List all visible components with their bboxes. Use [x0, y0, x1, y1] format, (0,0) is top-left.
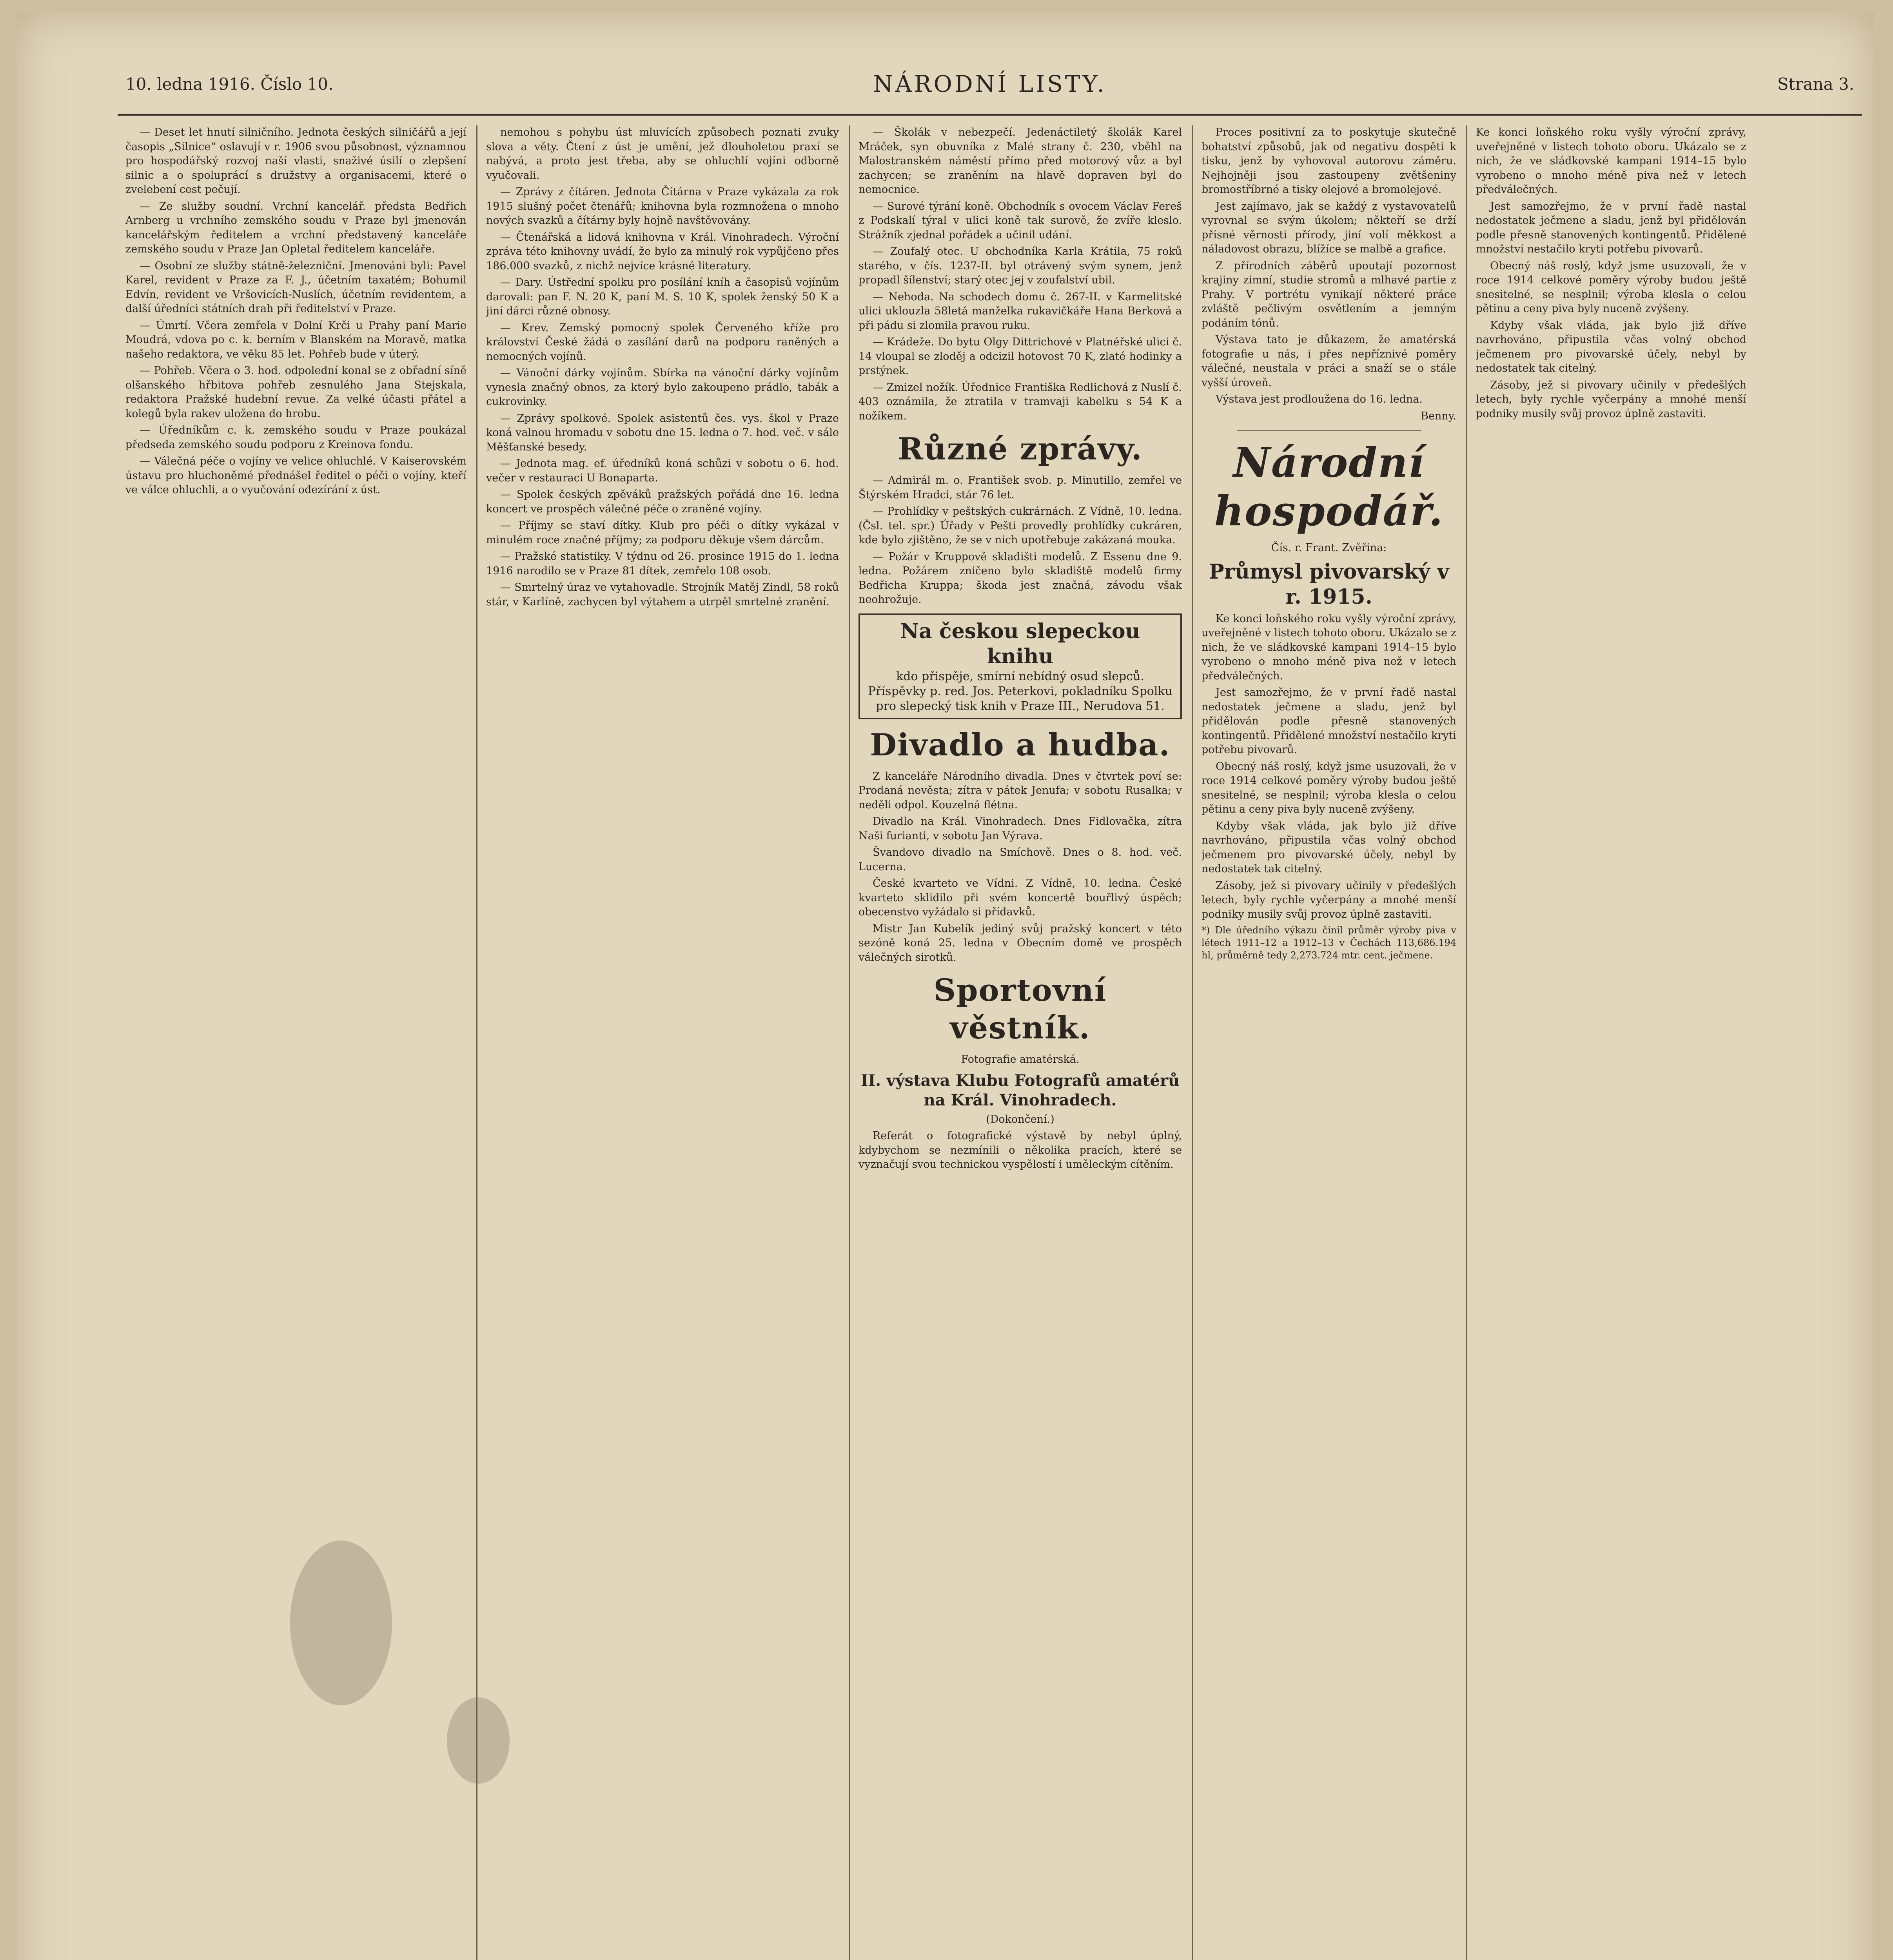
article-text: Výstava tato je důkazem, že amatérská fotografie u nás, i přes nepříznivé poměry válečné, neustala v práci a snaží se o stále vyšší úroveň. [1202, 334, 1456, 389]
article-note: (Dokončení.) [986, 1113, 1054, 1125]
issue-date: 10. ledna 1916. Číslo 10. [125, 74, 334, 94]
column-rule [476, 125, 477, 1960]
news-item: — Úmrtí. Včera zemřela v Dolní Krči u Prahy paní Marie Moudrá, vdova po c. k. berním v Blanském na Moravě, matka našeho redaktora, ve věku 85 let. Pohřeb bude v úterý. [125, 319, 466, 360]
news-item: — Školák v nebezpečí. Jedenáctiletý školák Karel Mráček, syn obuvníka z Malé strany č. 230, vběhl na Malostranském náměstí přímo před motorový vůz a byl zachycen; se zraněním na hlavě dopraven byl do nemocnice. [858, 126, 1182, 196]
article-text: Z přírodních záběrů upoutají pozornost krajiny zimní, studie stromů a mlhavé partie z Prahy. V portrétu vynikají některé práce zvláště pečlivým osvětlením a jemným podáním tónů. [1202, 260, 1456, 329]
column-1 [125, 125, 466, 1960]
article-byline: Čís. r. Frant. Zvěřina: [1271, 542, 1387, 554]
column-rule [1466, 125, 1467, 1960]
news-item: Divadlo na Král. Vinohradech. Dnes Fidlovačka, zítra Naši furianti, v sobotu Jan Výrava. [858, 815, 1182, 842]
divider [1237, 430, 1421, 431]
news-item: — Zprávy spolkové. Spolek asistentů čes. vys. škol v Praze koná valnou hromadu v sobotu dne 15. ledna o 7. hod. več. v sále Měšťanské besedy. [486, 412, 839, 453]
news-item: České kvarteto ve Vídni. Z Vídně, 10. ledna. České kvarteto sklidilo při svém koncertě bouřlivý úspěch; obecenstvo vyžádalo si přídavků. [858, 877, 1182, 918]
column-5 [1476, 125, 1746, 1960]
news-item: — Zoufalý otec. U obchodníka Karla Krátila, 75 roků starého, v čís. 1237-II. byl otrávený svým synem, jenž propadl šílenství; starý otec jej v zoufalství ubil. [858, 245, 1182, 286]
section-heading-sport: Sportovní věstník. [933, 973, 1107, 1046]
article-title: II. výstava Klubu Fotografů amatérů na Král. Vinohradech. [860, 1071, 1180, 1109]
article-text: Ke konci loňského roku vyšly výroční zprávy, uveřejněné v listech tohoto oboru. Ukázalo se z nich, že ve sládkovské kampani 1914–15 bylo vyrobeno o mnoho méně piva než v letech předválečných. [1202, 612, 1456, 682]
news-item: — Požár v Kruppově skladišti modelů. Z Essenu dne 9. ledna. Požárem zničeno bylo skladiště modelů firmy Bedřicha Kruppa; škoda jest značná, závodu však neohrožuje. [858, 550, 1182, 606]
article-text: Jest samozřejmo, že v první řadě nastal nedostatek ječmene a sladu, jenž byl přidělován podle přesně stanovených kontingentů. Přidělené množství nestačilo kryti potřebu pivovarů. [1202, 686, 1456, 756]
appeal-box [858, 613, 1182, 719]
article-text: Proces positivní za to poskytuje skutečně bohatství způsobů, jak od negativu dospěti k tisku, jenž by vyhovoval autorovu záměru. Nejhojněji jsou zastoupeny zvětšeniny bromostříbrné a tisky olejové a bromolejové. [1202, 126, 1456, 196]
article-text: Kdyby však vláda, jak bylo již dříve navrhováno, připustila včas volný obchod ječmenem pro pivovarské účely, nebyl by nedostatek tak citelný. [1202, 820, 1456, 875]
news-item: — Spolek českých zpěváků pražských pořádá dne 16. ledna koncert ve prospěch válečné péče o zraněné vojíny. [486, 488, 839, 515]
news-item: nemohou s pohybu úst mluvících způsobech poznati zvuky slova a věty. Čtení z úst je umění, jež dlouholetou praxí se nabývá, a proto jest třeba, aby se ohluchlí vojíni odborně vyučovali. [486, 126, 839, 181]
masthead-title: NÁRODNÍ LISTY. [873, 71, 1107, 97]
section-heading-ruzne-zpravy: Různé zprávy. [898, 431, 1143, 467]
article-text: Kdyby však vláda, jak bylo již dříve navrhováno, připustila včas volný obchod ječmenem pro pivovarské účely, nebyl by nedostatek tak citelný. [1476, 319, 1746, 374]
news-item: — Zprávy z čítáren. Jednota Čítárna v Praze vykázala za rok 1915 slušný počet čtenářů; knihovna byla rozmnožena o mnoho nových svazků a čítárny byly hojně navštěvovány. [486, 186, 839, 227]
appeal-heading: Na českou slepeckou knihu [900, 619, 1140, 668]
news-item: — Pohřeb. Včera o 3. hod. odpolední konal se z obřadní síně olšanského hřbitova pohřeb zesnulého Jana Stejskala, redaktora Pražské hudební revue. Za velké účasti přátel a kolegů byla rakev uložena do hrobu. [125, 365, 466, 420]
article-text: Obecný náš roslý, když jsme usuzovali, že v roce 1914 celkové poměry výroby budou ještě snesitelné, se nesplnil; výroba klesla o celou pětinu a ceny piva byly nuceně zvýšeny. [1202, 760, 1456, 815]
article-text: Výstava jest prodloužena do 16. ledna. [1216, 393, 1423, 405]
news-item: — Zmizel nožík. Úřednice Františka Redlichová z Nuslí č. 403 oznámila, že ztratila v tramvaji kabelku s 54 K a nožíkem. [858, 381, 1182, 422]
news-item: — Surové týrání koně. Obchodník s ovocem Václav Fereš z Podskalí týral v ulici koně tak surově, že zvíře kleslo. Strážník zjednal pořádek a učinil udání. [858, 200, 1182, 241]
news-item: — Prohlídky v peštských cukrárnách. Z Vídně, 10. ledna. (Čsl. tel. spr.) Úřady v Pešti provedly prohlídky cukráren, kde bylo zjištěno, že se v nich upotřebuje zakázaná mouka. [858, 505, 1182, 546]
news-item: — Jednota mag. ef. úředníků koná schůzi v sobotu o 6. hod. večer v restauraci U Bonaparta. [486, 457, 839, 484]
article-text: Zásoby, jež si pivovary učinily v předešlých letech, byly rychle vyčerpány a mnohé menší podniky musily svůj provoz úplně zastaviti. [1202, 879, 1456, 920]
news-item: Mistr Jan Kubelík jediný svůj pražský koncert v této sezóně koná 25. ledna v Obecním domě ve prospěch válečných sirotků. [858, 922, 1182, 964]
news-item: — Úředníkům c. k. zemského soudu v Praze poukázal předseda zemského soudu podporu z Kreinova fondu. [125, 424, 466, 451]
news-item: — Pražské statistiky. V týdnu od 26. prosince 1915 do 1. ledna 1916 narodilo se v Praze 81 dítek, zemřelo 108 osob. [486, 550, 839, 577]
column-rule [1192, 125, 1193, 1960]
article-text: Zásoby, jež si pivovary učinily v předešlých letech, byly rychle vyčerpány a mnohé menší podniky musily svůj provoz úplně zastaviti. [1476, 379, 1746, 420]
subsection-label: Fotografie amatérská. [961, 1053, 1080, 1065]
news-item: — Ze služby soudní. Vrchní kancelář. předsta Bedřich Arnberg u vrchního zemského soudu v Praze byl jmenován kancelářským ředitelem a vrchní představený kanceláře zemského soudu v Praze Jan Opletal ředitelem kanceláře. [125, 200, 466, 255]
article-text: Jest zajímavo, jak se každý z vystavovatelů vyrovnal se svým úkolem; někteří se drží přísné věrnosti přírody, jiní volí měkkost a náladovost obrazu, blížíce se malbě a grafice. [1202, 200, 1456, 255]
news-item: — Čtenářská a lidová knihovna v Král. Vinohradech. Výroční zpráva této knihovny uvádí, že bylo za minulý rok vypůjčeno přes 186.000 svazků, z nichž nejvíce krásné literatury. [486, 231, 839, 272]
article-title: Průmysl pivovarský v r. 1915. [1209, 559, 1449, 609]
article-text: Ke konci loňského roku vyšly výroční zprávy, uveřejněné v listech tohoto oboru. Ukázalo se z nich, že ve sládkovské kampani 1914–15 bylo vyrobeno o mnoho méně piva než v letech předválečných. [1476, 126, 1746, 196]
news-item: — Nehoda. Na schodech domu č. 267-II. v Karmelitské ulici uklouzla 58letá manželka rukavičkáře Hana Berková a při pádu si zlomila pravou ruku. [858, 290, 1182, 332]
footnote: *) Dle úředního výkazu činil průměr výroby piva v létech 1911–12 a 1912–13 v Čechách 113,686.194 hl, průměrně tedy 2,273.724 mtr. cent. ječmene. [1202, 925, 1456, 961]
news-item: — Dary. Ústřední spolku pro posílání kníh a časopisů vojínům darovali: pan F. N. 20 K, paní M. S. 10 K, spolek ženský 50 K a jiní dárci různé obnosy. [486, 276, 839, 317]
column-rule [849, 125, 850, 1960]
article-text: Jest samozřejmo, že v první řadě nastal nedostatek ječmene a sladu, jenž byl přidělován podle přesně stanovených kontingentů. Přidělené množství nestačilo kryti potřebu pivovarů. [1476, 200, 1746, 255]
news-item: — Vánoční dárky vojínům. Sbírka na vánoční dárky vojínům vynesla značný obnos, za který bylo zakoupeno prádlo, tabák a cukrovinky. [486, 367, 839, 408]
article-text: Obecný náš roslý, když jsme usuzovali, že v roce 1914 celkové poměry výroby budou ještě snesitelné, se nesplnil; výroba klesla o celou pětinu a ceny piva byly nuceně zvýšeny. [1476, 260, 1746, 315]
page-header [118, 71, 1862, 116]
author-signature: Benny. [1421, 410, 1456, 422]
column-2 [486, 125, 839, 1960]
news-item: — Válečná péče o vojíny ve velice ohluchlé. V Kaiserovském ústavu pro hluchoněmé přednášel ředitel o péči o vojíny, kteří ve válce ohluchli, a o vyučování odezírání z úst. [125, 455, 466, 496]
news-item: — Smrtelný úraz ve vytahovadle. Strojník Matěj Zindl, 58 roků stár, v Karlíně, zachycen byl výtahem a utrpěl smrtelné zranění. [486, 581, 839, 608]
news-item: — Příjmy se staví dítky. Klub pro péči o dítky vykázal v minulém roce značné příjmy; za podporu děkuje všem dárcům. [486, 519, 839, 546]
news-item: — Krev. Zemský pomocný spolek Červeného kříže pro království České žádá o zasílání darů na podporu raněných a nemocných vojínů. [486, 321, 839, 363]
news-item: Švandovo divadlo na Smíchově. Dnes o 8. hod. več. Lucerna. [858, 846, 1182, 873]
news-item: Z kanceláře Národního divadla. Dnes v čtvrtek poví se: Prodaná nevěsta; zítra v pátek Jenufa; v sobotu Rusalka; v neděli odpol. Kouzelná flétna. [858, 770, 1182, 811]
news-item: — Osobní ze služby státně-železniční. Jmenováni byli: Pavel Karel, revident v Praze za F. J., účetním taxatém; Bohumil Edvín, revident ve Vršovicích-Nuslích, účetním revidentem, a další úředníci státních drah při ředitelství v Praze. [125, 260, 466, 315]
appeal-text: kdo přispěje, smírní nebídný osud slepců. Příspěvky p. red. Jos. Peterkovi, pokladníku Spolku pro slepecký tisk knih v Praze III., Nerudova 51. [868, 669, 1172, 713]
section-heading-divadlo: Divadlo a hudba. [870, 727, 1171, 763]
news-item: — Admirál m. o. František svob. p. Minutillo, zemřel ve Štýrském Hradci, stár 76 let. [858, 474, 1182, 501]
page-number: Strana 3. [1777, 74, 1854, 94]
news-item: — Deset let hnutí silničního. Jednota českých silničářů a její časopis „Silnice“ oslavují v r. 1906 svou působnost, významnou pro hospodářský rozvoj naší vlasti, snaživé úsilí o zlepšení silnic a o spoluprácí s družstvy a organisacemi, které o zvelebení cest pečují. [125, 126, 466, 196]
article-text: Referát o fotografické výstavě by nebyl úplný, kdybychom se nezmínili o několika pracích, které se vyznačují svou technickou vyspělostí i uměleckým cítěním. [858, 1130, 1182, 1171]
newspaper-page [16, 12, 1874, 1960]
section-heading-narodni-hospodar: Národní hospodář. [1214, 438, 1444, 535]
news-item: — Krádeže. Do bytu Olgy Dittrichové v Platnéřské ulici č. 14 vloupal se zloděj a odcizil hotovost 70 K, zlaté hodinky a prstýnek. [858, 336, 1182, 377]
column-4 [1202, 125, 1456, 1960]
column-3 [858, 125, 1182, 1960]
